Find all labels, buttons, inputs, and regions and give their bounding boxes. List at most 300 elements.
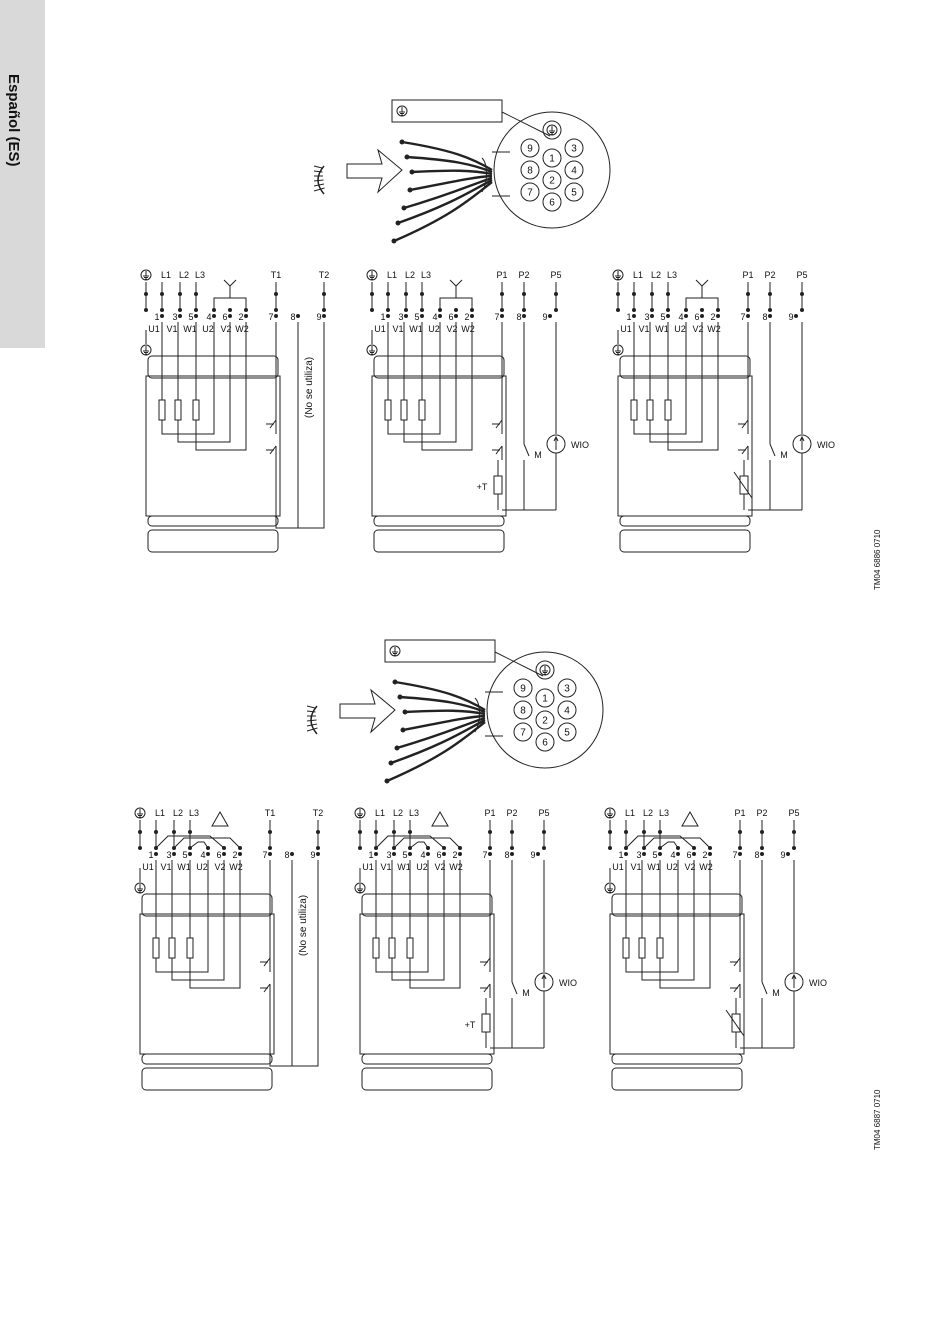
motor-earth-icon [135, 883, 145, 893]
connector-pin-number: 1 [549, 153, 555, 165]
terminal-dot [323, 315, 326, 318]
lead-end [392, 239, 396, 243]
terminal-dot [195, 315, 198, 318]
terminal-number: 8 [762, 312, 768, 322]
winding-label-u1: U1 [148, 324, 160, 334]
terminal-number: 5 [188, 312, 194, 322]
winding-coil [389, 938, 395, 958]
terminal-dot [537, 853, 540, 856]
winding-coil [175, 400, 181, 420]
winding-label-v1: V1 [380, 862, 392, 872]
winding-label-w2: W2 [235, 324, 249, 334]
winding-return [650, 322, 702, 442]
terminal-dot [213, 315, 216, 318]
terminal-dot [761, 853, 764, 856]
terminal-dot [523, 315, 526, 318]
terminal-dot [427, 853, 430, 856]
motor-bottom-flange [362, 1054, 492, 1064]
motor-body [360, 914, 494, 1054]
winding-coil [373, 938, 379, 958]
wio-sensor [547, 322, 589, 510]
terminal-number: 6 [448, 312, 454, 322]
winding-label-u2: U2 [674, 324, 686, 334]
moisture-label: M [780, 450, 788, 460]
terminal-number: 7 [740, 312, 746, 322]
terminal-dot [633, 309, 636, 312]
wire [770, 444, 775, 456]
thermal-switch [266, 420, 276, 434]
terminal-number: 8 [284, 850, 290, 860]
connector-pin-number: 5 [571, 187, 577, 199]
winding-label-v1: V1 [160, 862, 172, 872]
wio-label: WIO [559, 978, 577, 988]
terminal-number: 3 [166, 850, 172, 860]
moisture-switch [512, 860, 530, 1048]
supply-label-l3: L3 [420, 270, 432, 280]
supply-label-l1: L1 [154, 808, 166, 818]
earth-icon [397, 106, 407, 116]
terminal-dot [443, 853, 446, 856]
terminal-dot [625, 853, 628, 856]
terminal-dot [455, 315, 458, 318]
winding-label-v1: V1 [166, 324, 178, 334]
supply-label-l1: L1 [374, 808, 386, 818]
terminal-dot [317, 847, 320, 850]
terminal-dot [459, 853, 462, 856]
terminal-dot [633, 315, 636, 318]
terminal-number: 1 [380, 312, 386, 322]
motor-body [610, 914, 744, 1054]
winding-coil [407, 938, 413, 958]
terminal-number: 3 [644, 312, 650, 322]
terminal-dot [489, 853, 492, 856]
terminal-number: 1 [618, 850, 624, 860]
wio-label: WIO [571, 440, 589, 450]
supply-earth-icon [355, 808, 365, 818]
motor-top-flange [362, 894, 492, 916]
terminal-dot [145, 309, 148, 312]
terminal-dot [375, 853, 378, 856]
connector-earth-pin [536, 661, 554, 679]
terminal-dot [511, 847, 514, 850]
winding-return [410, 860, 460, 988]
terminal-dot [747, 309, 750, 312]
motor-bottom-flange [620, 516, 750, 526]
sensor-terminal-p1: P1 [734, 808, 746, 818]
terminal-dot [323, 309, 326, 312]
thermal-switch [730, 958, 740, 972]
terminal-dot [229, 309, 232, 312]
terminal-number: 6 [222, 312, 228, 322]
thermal-switch [738, 420, 748, 434]
connector-earth-pin [543, 121, 561, 139]
thermistor-label: +T [464, 1020, 476, 1030]
winding-coil [623, 938, 629, 958]
thermal-switch [730, 984, 740, 998]
winding-label-u2: U2 [428, 324, 440, 334]
supply-earth-icon [367, 270, 377, 280]
terminal-dot [317, 853, 320, 856]
terminal-number: 8 [504, 850, 510, 860]
winding-coil [647, 400, 653, 420]
wire [456, 280, 462, 286]
wire [524, 444, 529, 456]
eye-lash [314, 180, 324, 181]
thermal-switch [492, 446, 502, 460]
sensor-terminal-t1: T1 [270, 270, 282, 280]
terminal-dot [179, 309, 182, 312]
connector-pin-number: 7 [520, 727, 526, 739]
terminal-number: 4 [206, 312, 212, 322]
terminal-dot [651, 315, 654, 318]
terminal-dot [701, 315, 704, 318]
terminal-number: 5 [660, 312, 666, 322]
eye-lash [307, 706, 315, 708]
terminal-dot [739, 853, 742, 856]
winding-label-v1: V1 [392, 324, 404, 334]
winding-coil [385, 400, 391, 420]
thermal-switch [480, 958, 490, 972]
winding-label-v2: V2 [684, 862, 696, 872]
lead-end [395, 746, 399, 750]
language-label: Español (ES) [5, 74, 22, 167]
winding-label-u1: U1 [374, 324, 386, 334]
thermistor-label: +T [476, 482, 488, 492]
motor-earth-icon [367, 345, 377, 355]
winding-label-v2: V2 [214, 862, 226, 872]
wio-label: WIO [817, 440, 835, 450]
moisture-switch [762, 860, 780, 1048]
supply-label-l1: L1 [624, 808, 636, 818]
terminal-dot [555, 309, 558, 312]
terminal-dot [291, 853, 294, 856]
winding-return [178, 322, 230, 442]
connector-pin-number: 6 [549, 197, 555, 209]
lead-end [405, 155, 409, 159]
terminal-number: 4 [670, 850, 676, 860]
terminal-number: 3 [398, 312, 404, 322]
wire [762, 982, 767, 994]
terminal-dot [195, 309, 198, 312]
winding-label-v2: V2 [692, 324, 704, 334]
motor-top-flange [148, 356, 278, 378]
winding-label-w1: W1 [647, 862, 661, 872]
terminal-dot [793, 847, 796, 850]
winding-label-v2: V2 [220, 324, 232, 334]
cable-lead [395, 682, 485, 710]
terminal-number: 7 [268, 312, 274, 322]
connector-pin-number: 3 [564, 683, 570, 695]
star-connection-icon [450, 280, 462, 292]
terminal-number: 5 [414, 312, 420, 322]
supply-label-l3: L3 [666, 270, 678, 280]
terminal-number: 6 [436, 850, 442, 860]
sensor-terminal-p1: P1 [742, 270, 754, 280]
switch-return-wire [270, 860, 318, 1066]
winding-label-v2: V2 [434, 862, 446, 872]
terminal-dot [677, 853, 680, 856]
terminal-dot [651, 309, 654, 312]
schematic-delta-pt [355, 808, 577, 1090]
thermal-switch [266, 446, 276, 460]
terminal-dot [747, 315, 750, 318]
motor-earth-icon [605, 883, 615, 893]
terminal-number: 9 [788, 312, 794, 322]
terminal-dot [667, 309, 670, 312]
earth-label-box [392, 100, 502, 122]
winding-label-u2: U2 [416, 862, 428, 872]
winding-coil [401, 400, 407, 420]
terminal-number: 6 [694, 312, 700, 322]
connector-pin-number: 6 [542, 737, 548, 749]
switch-return-wire [276, 322, 324, 528]
motor-bottom-flange [142, 1054, 272, 1064]
motor-base [148, 530, 278, 552]
sensor-terminal-p2: P2 [518, 270, 530, 280]
winding-label-u1: U1 [612, 862, 624, 872]
terminal-number: 7 [482, 850, 488, 860]
terminal-dot [161, 315, 164, 318]
terminal-number: 1 [626, 312, 632, 322]
lead-end [408, 188, 412, 192]
motor-body [140, 914, 274, 1054]
terminal-number: 8 [290, 312, 296, 322]
terminal-number: 1 [154, 312, 160, 322]
terminal-dot [393, 853, 396, 856]
winding-label-u1: U1 [142, 862, 154, 872]
terminal-number: 3 [172, 312, 178, 322]
thermal-switch [738, 446, 748, 460]
terminal-number: 4 [678, 312, 684, 322]
lead-end [410, 170, 414, 174]
supply-earth-icon [135, 808, 145, 818]
winding-return [196, 322, 246, 450]
terminal-dot [455, 309, 458, 312]
terminal-number: 3 [386, 850, 392, 860]
cable-lead [405, 711, 485, 714]
terminal-dot [179, 315, 182, 318]
winding-label-w2: W2 [461, 324, 475, 334]
motor-top-flange [612, 894, 742, 916]
motor-base [142, 1068, 272, 1090]
terminal-dot [501, 309, 504, 312]
winding-coil [159, 400, 165, 420]
winding-label-w2: W2 [449, 862, 463, 872]
terminal-dot [387, 309, 390, 312]
star-connection-icon [224, 280, 236, 292]
wio-sensor [793, 322, 835, 510]
terminal-number: 8 [516, 312, 522, 322]
connector-pin-number: 9 [520, 683, 526, 695]
thermal-switch [260, 958, 270, 972]
connector-pin-number: 9 [527, 143, 533, 155]
winding-label-w1: W1 [183, 324, 197, 334]
motor-earth-icon [355, 883, 365, 893]
terminal-dot [523, 309, 526, 312]
star-connection-icon [696, 280, 708, 292]
motor-base [374, 530, 504, 552]
supply-earth-icon [605, 808, 615, 818]
winding-label-u1: U1 [362, 862, 374, 872]
winding-coil [169, 938, 175, 958]
motor-body [618, 376, 752, 516]
thermal-switch [480, 984, 490, 998]
terminal-number: 5 [402, 850, 408, 860]
supply-label-l1: L1 [160, 270, 172, 280]
thermistor-element [494, 476, 502, 494]
winding-return [642, 860, 694, 980]
motor-top-flange [142, 894, 272, 916]
cable-lead [402, 142, 492, 170]
supply-label-l2: L2 [178, 270, 190, 280]
terminal-number: 6 [686, 850, 692, 860]
delta-bridge [410, 842, 428, 848]
thermistor-element [482, 1014, 490, 1032]
winding-label-u2: U2 [196, 862, 208, 872]
earth-icon [540, 665, 550, 675]
winding-coil [193, 400, 199, 420]
connector-pin-number: 2 [542, 715, 548, 727]
terminal-number: 2 [702, 850, 708, 860]
sensor-terminal-p5: P5 [550, 270, 562, 280]
terminal-number: 3 [636, 850, 642, 860]
winding-coil [153, 938, 159, 958]
winding-coil [657, 938, 663, 958]
sensor-terminal-p2: P2 [764, 270, 776, 280]
schematic-star-pp [613, 270, 835, 552]
terminal-dot [223, 853, 226, 856]
winding-coil [639, 938, 645, 958]
terminal-number: 9 [310, 850, 316, 860]
terminal-dot [405, 309, 408, 312]
lead-end [393, 680, 397, 684]
motor-earth-icon [141, 345, 151, 355]
terminal-number: 2 [238, 312, 244, 322]
motor-top-flange [620, 356, 750, 378]
wio-label: WIO [809, 978, 827, 988]
terminal-dot [155, 853, 158, 856]
wire [224, 280, 230, 286]
motor-base [620, 530, 750, 552]
terminal-dot [173, 853, 176, 856]
wire [512, 982, 517, 994]
leader-line [495, 652, 543, 676]
terminal-number: 2 [464, 312, 470, 322]
winding-return [422, 322, 472, 450]
motor-base [612, 1068, 742, 1090]
terminal-dot [693, 853, 696, 856]
eye-lash [314, 188, 325, 191]
connector-pin-number: 8 [520, 705, 526, 717]
winding-return [172, 860, 224, 980]
connector-pin-number: 5 [564, 727, 570, 739]
wire [702, 280, 708, 286]
terminal-number: 2 [232, 850, 238, 860]
sensor-terminal-p5: P5 [538, 808, 550, 818]
cable-connector-bottom [307, 640, 603, 783]
terminal-dot [717, 315, 720, 318]
connector-pin-number: 4 [564, 705, 570, 717]
connector-pin-number: 1 [542, 693, 548, 705]
winding-return [668, 322, 718, 450]
terminal-number: 2 [452, 850, 458, 860]
terminal-dot [667, 315, 670, 318]
connector-pin-number: 3 [571, 143, 577, 155]
terminal-number: 7 [262, 850, 268, 860]
delta-connection-icon [432, 812, 448, 826]
winding-label-w2: W2 [229, 862, 243, 872]
terminal-dot [701, 309, 704, 312]
delta-bridge [190, 842, 208, 848]
terminal-number: 9 [316, 312, 322, 322]
sensor-terminal-p5: P5 [788, 808, 800, 818]
terminal-dot [801, 309, 804, 312]
terminal-number: 1 [148, 850, 154, 860]
eye-lash [307, 728, 318, 731]
terminal-number: 2 [710, 312, 716, 322]
terminal-dot [269, 847, 272, 850]
terminal-dot [709, 853, 712, 856]
cable-lead [412, 171, 492, 174]
supply-earth-icon [613, 270, 623, 280]
terminal-number: 5 [182, 850, 188, 860]
terminal-dot [543, 847, 546, 850]
winding-return [190, 860, 240, 988]
schematic-star-t [141, 270, 329, 552]
terminal-number: 8 [754, 850, 760, 860]
moisture-label: M [522, 988, 530, 998]
connector-pin-number: 7 [527, 187, 533, 199]
winding-label-w2: W2 [707, 324, 721, 334]
sensor-terminal-p2: P2 [506, 808, 518, 818]
motor-body [146, 376, 280, 516]
terminal-number: 4 [420, 850, 426, 860]
connector-pin-number: 4 [571, 165, 577, 177]
supply-label-l2: L2 [642, 808, 654, 818]
terminal-dot [359, 847, 362, 850]
sensor-terminal-t2: T2 [312, 808, 324, 818]
wire [230, 280, 236, 286]
terminal-dot [405, 315, 408, 318]
sensor-terminal-t1: T1 [264, 808, 276, 818]
terminal-dot [501, 315, 504, 318]
supply-label-l2: L2 [392, 808, 404, 818]
thermal-switch [492, 420, 502, 434]
terminal-number: 4 [200, 850, 206, 860]
connector-pin-number: 8 [527, 165, 533, 177]
terminal-dot [769, 309, 772, 312]
terminal-dot [617, 309, 620, 312]
supply-label-l2: L2 [172, 808, 184, 818]
moisture-switch [770, 322, 788, 510]
supply-earth-icon [141, 270, 151, 280]
terminal-dot [139, 847, 142, 850]
terminal-number: 7 [732, 850, 738, 860]
moisture-switch [524, 322, 542, 510]
terminal-number: 7 [494, 312, 500, 322]
terminal-dot [511, 853, 514, 856]
drawing-code: TM04 6886 0710 [873, 529, 882, 590]
terminal-dot [371, 309, 374, 312]
terminal-dot [643, 853, 646, 856]
motor-top-flange [374, 356, 504, 378]
terminal-dot [239, 853, 242, 856]
winding-label-v1: V1 [638, 324, 650, 334]
sensor-terminal-p1: P1 [484, 808, 496, 818]
terminal-number: 9 [530, 850, 536, 860]
lead-end [403, 710, 407, 714]
schematic-star-pt [367, 270, 589, 552]
